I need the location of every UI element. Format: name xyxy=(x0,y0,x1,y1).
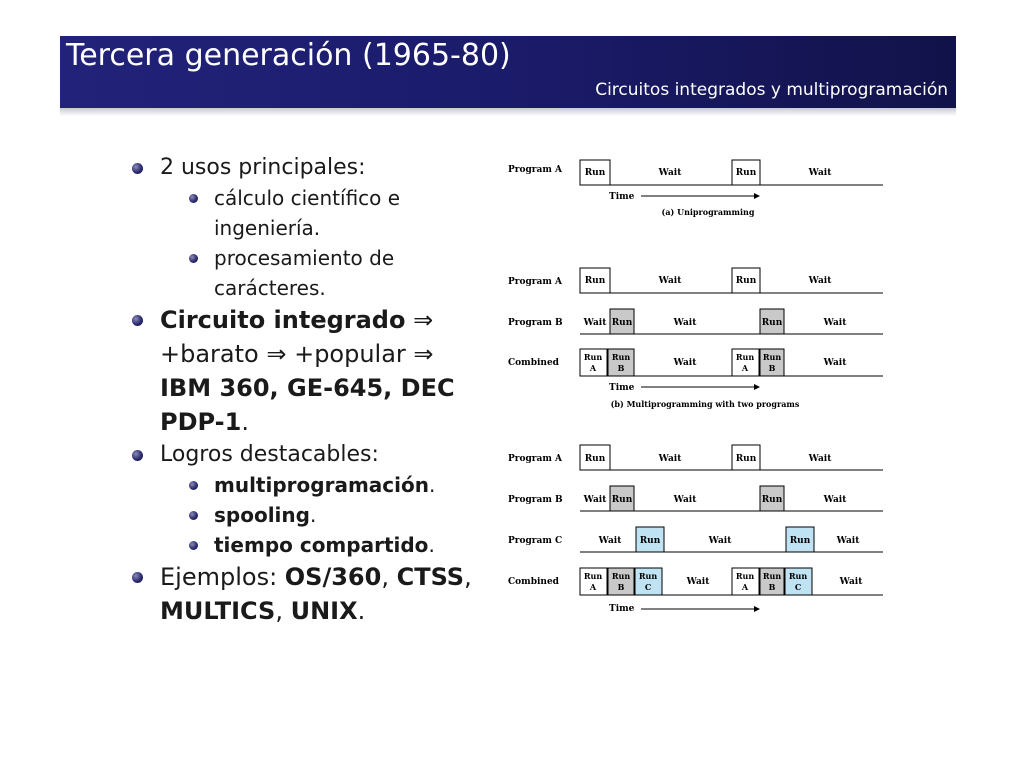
slide-header xyxy=(60,36,956,108)
wait-label: Wait xyxy=(836,536,860,546)
run-label: Run xyxy=(761,495,783,505)
sub-bullet-end: . xyxy=(428,533,435,557)
program-letter-b: B xyxy=(617,582,625,592)
circuito-machines: IBM 360, GE-645, DEC PDP-1 xyxy=(160,374,455,436)
program-letter-b: B xyxy=(617,363,625,373)
bullet-dot-icon xyxy=(189,541,198,550)
row-label-program-a: Program A xyxy=(508,454,563,464)
wait-label: Wait xyxy=(708,536,732,546)
program-letter-a: A xyxy=(741,363,749,373)
wait-label: Wait xyxy=(673,318,697,328)
run-label: Run xyxy=(735,352,755,362)
circuito-end: . xyxy=(241,408,249,436)
ejemplos-sep: , xyxy=(464,563,472,591)
wait-label: Wait xyxy=(823,318,847,328)
ejemplos-end: . xyxy=(357,597,366,625)
run-label: Run xyxy=(611,318,633,328)
run-label: Run xyxy=(789,536,811,546)
sub-bullet-logros-2 xyxy=(184,500,488,530)
run-label: Run xyxy=(611,352,631,362)
row-label-program-b: Program B xyxy=(508,495,563,505)
bullet-usos xyxy=(128,152,488,183)
ejemplo-multics: MULTICS xyxy=(160,597,276,625)
sub-bullet-logros-3 xyxy=(184,530,488,560)
row-label-program-c: Program C xyxy=(508,536,563,546)
row-label-combined: Combined xyxy=(508,577,559,587)
bullet-ejemplos xyxy=(128,560,488,628)
row-label-program-a: Program A xyxy=(508,277,563,287)
bullet-usos-text: 2 usos principales: xyxy=(160,155,366,180)
program-letter-a: A xyxy=(589,582,597,592)
run-label: Run xyxy=(583,352,603,362)
sub-bullet-usos-2 xyxy=(184,243,488,303)
circuito-arrow: ⇒ xyxy=(405,306,434,334)
wait-label: Wait xyxy=(823,495,847,505)
circuito-label: Circuito integrado xyxy=(160,306,406,334)
caption-uniprogramming: (a) Uniprogramming xyxy=(661,207,755,217)
sub-bullet-end: . xyxy=(428,473,436,497)
program-letter-b: B xyxy=(768,582,776,592)
circuito-line-2: +barato ⇒ +popular ⇒ xyxy=(160,340,434,368)
run-label: Run xyxy=(584,454,606,464)
sub-bullet-text: cálculo científico e ingeniería. xyxy=(214,186,401,240)
caption-multiprogramming: (b) Multiprogramming with two programs xyxy=(610,399,800,409)
sub-bullet-text: procesamiento de carácteres. xyxy=(214,246,395,300)
wait-label: Wait xyxy=(673,358,697,368)
row-label-program-a: Program A xyxy=(508,165,563,175)
wait-label: Wait xyxy=(808,276,832,286)
time-label: Time xyxy=(609,192,635,202)
row-label-program-b: Program B xyxy=(508,318,563,328)
run-label: Run xyxy=(762,571,782,581)
sub-bullet-text: spooling xyxy=(214,503,310,527)
sub-bullet-text: multiprogramación xyxy=(214,473,429,497)
run-label: Run xyxy=(735,168,757,178)
wait-label: Wait xyxy=(808,454,832,464)
bullet-dot-icon xyxy=(189,194,198,203)
wait-label: Wait xyxy=(598,536,622,546)
wait-label: Wait xyxy=(686,577,710,587)
run-label: Run xyxy=(761,318,783,328)
run-label: Run xyxy=(583,571,603,581)
ejemplo-os360: OS/360 xyxy=(284,563,382,591)
bullet-dot-icon xyxy=(189,254,198,263)
run-label: Run xyxy=(584,276,606,286)
ejemplo-ctss: CTSS xyxy=(396,563,465,591)
wait-label: Wait xyxy=(808,168,832,178)
wait-label: Wait xyxy=(658,168,682,178)
wait-label: Wait xyxy=(823,358,847,368)
bullet-circuito xyxy=(128,303,488,439)
run-label: Run xyxy=(735,276,757,286)
sub-bullet-text: tiempo compartido xyxy=(214,533,429,557)
bullet-logros-text: Logros destacables: xyxy=(160,442,379,467)
slide-title: Tercera generación (1965-80) xyxy=(66,38,511,73)
bullet-dot-icon xyxy=(189,481,198,490)
sub-bullet-usos-1 xyxy=(184,183,488,243)
time-label: Time xyxy=(609,383,635,393)
bullet-dot-icon xyxy=(132,572,143,583)
run-label: Run xyxy=(584,168,606,178)
run-label: Run xyxy=(638,571,658,581)
slide-subtitle: Circuitos integrados y multiprogramación xyxy=(595,80,948,100)
run-label: Run xyxy=(611,495,633,505)
run-label: Run xyxy=(762,352,782,362)
ejemplos-prefix: Ejemplos: xyxy=(160,563,285,591)
multiprogramming-three-section xyxy=(508,445,883,614)
program-letter-c: C xyxy=(794,582,802,592)
wait-label: Wait xyxy=(658,276,682,286)
bullet-dot-icon xyxy=(189,511,198,520)
diagram-svg xyxy=(505,150,900,630)
sub-bullet-end: . xyxy=(309,503,317,527)
bullet-logros xyxy=(128,439,488,470)
uniprogramming-section xyxy=(508,160,883,217)
ejemplo-unix: UNIX xyxy=(290,597,358,625)
ejemplos-sep: , xyxy=(275,597,291,625)
bullet-dot-icon xyxy=(132,450,143,461)
bullet-dot-icon xyxy=(132,163,143,174)
wait-label: Wait xyxy=(839,577,863,587)
header-shadow xyxy=(60,108,956,116)
program-letter-a: A xyxy=(589,363,597,373)
multiprogramming-two-section xyxy=(508,268,883,409)
run-label: Run xyxy=(611,571,631,581)
ejemplos-sep: , xyxy=(381,563,397,591)
run-label: Run xyxy=(639,536,661,546)
wait-label: Wait xyxy=(673,495,697,505)
bullet-list xyxy=(128,152,488,628)
run-label: Run xyxy=(735,454,757,464)
sub-bullet-logros-1 xyxy=(184,470,488,500)
wait-label: Wait xyxy=(658,454,682,464)
wait-label: Wait xyxy=(583,495,607,505)
bullet-dot-icon xyxy=(132,315,143,326)
multiprogramming-diagram xyxy=(505,150,900,634)
wait-label: Wait xyxy=(583,318,607,328)
program-letter-b: B xyxy=(768,363,776,373)
run-label: Run xyxy=(735,571,755,581)
row-label-combined: Combined xyxy=(508,358,559,368)
time-label: Time xyxy=(609,604,635,614)
program-letter-a: A xyxy=(741,582,749,592)
run-label: Run xyxy=(788,571,808,581)
program-letter-c: C xyxy=(644,582,652,592)
